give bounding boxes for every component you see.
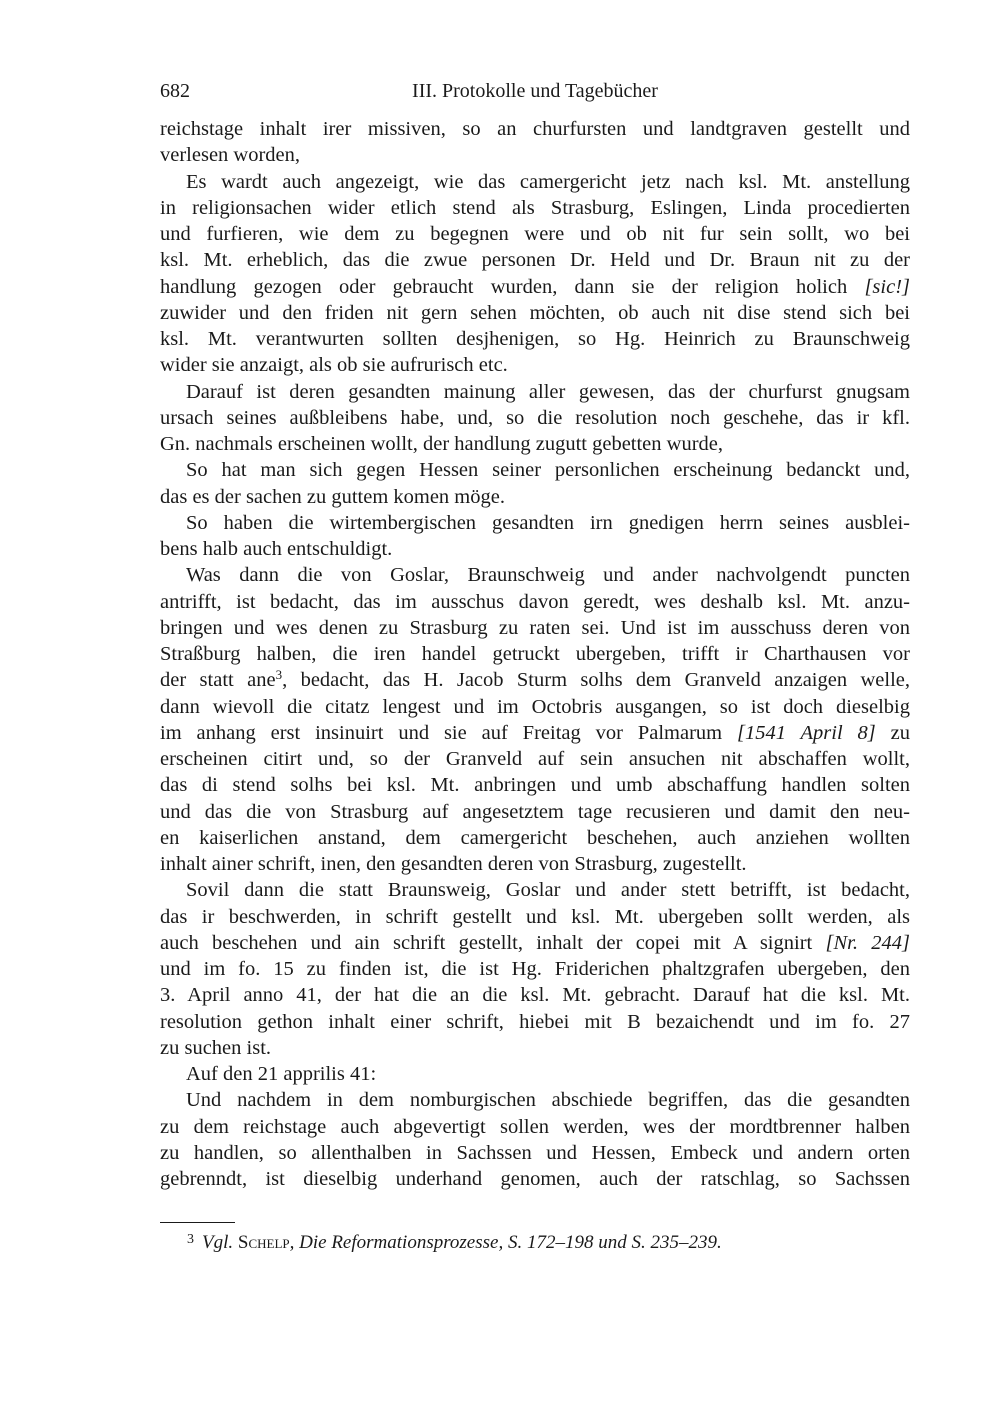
text-line xyxy=(160,825,910,851)
text-segment: zu handlen, so allenthalben in Sachssen und Hessen, Embeck und andern orten xyxy=(160,1141,910,1164)
text-line xyxy=(160,772,910,798)
text-segment: gebrenndt, ist dieselbig underhand genomen, auch der ratschlag, so Sachssen xyxy=(160,1168,910,1190)
text-line xyxy=(160,799,910,825)
text-segment: das di stend solhs bei ksl. Mt. anbringen und umb abschaffung handlen solten xyxy=(160,774,910,797)
text-line xyxy=(160,615,910,641)
text-line xyxy=(160,1166,910,1192)
text-line xyxy=(160,405,910,431)
text-line xyxy=(160,1035,910,1061)
text-line xyxy=(160,1009,910,1035)
text-line xyxy=(160,1114,910,1140)
text-line xyxy=(160,274,910,300)
footnote xyxy=(187,1227,722,1256)
text-line xyxy=(160,956,910,982)
text-line xyxy=(160,352,910,378)
text-segment: bringen und wes denen zu Strasburg zu raten sei. Und ist im ausschuss deren von xyxy=(160,616,910,639)
text-line xyxy=(160,877,910,903)
text-segment: zu xyxy=(875,721,910,744)
editorial-note: [Nr. 244] xyxy=(825,931,910,954)
text-line xyxy=(160,641,910,667)
text-line xyxy=(160,326,910,352)
text-line xyxy=(160,195,910,221)
text-segment: das es der sachen zu guttem komen möge. xyxy=(160,485,505,508)
text-segment: zu dem reichstage auch abgevertigt sollen werden, wes der mordtbrenner halben xyxy=(160,1115,910,1138)
text-segment: zu suchen ist. xyxy=(160,1036,272,1059)
text-segment: verlesen worden, xyxy=(160,144,301,167)
text-line xyxy=(160,904,910,930)
text-line xyxy=(160,1061,910,1087)
text-line xyxy=(160,457,910,483)
text-line xyxy=(160,484,910,510)
text-line xyxy=(160,221,910,247)
text-segment: das ir beschwerden, in schrift gestellt und ksl. Mt. ubergeben sollt werden, als xyxy=(160,905,910,928)
text-segment: in religionsachen wider etlich stend als Strasburg, Eslingen, Linda procedierten xyxy=(160,196,910,219)
text-segment: Straßburg halben, die iren handel getruckt ubergeben, trifft ir Charthausen vor xyxy=(160,643,910,665)
text-segment: der statt ane xyxy=(160,669,276,692)
text-segment: dann wievoll die citatz lengest und im Octobris ausgangen, so ist doch dieselbig xyxy=(160,695,910,718)
text-segment: en kaiserlichen anstand, dem camergericht beschehen, auch anziehen wollten xyxy=(160,826,910,849)
text-line xyxy=(160,116,910,142)
text-line xyxy=(160,510,910,536)
text-line xyxy=(160,300,910,326)
text-segment: So hat man sich gegen Hessen seiner personlichen erscheinung bedanckt und, xyxy=(186,459,910,482)
text-segment: bens halb auch entschuldigt. xyxy=(160,538,393,560)
text-line xyxy=(160,247,910,273)
page-number: 682 xyxy=(160,80,190,102)
text-line xyxy=(160,694,910,720)
text-line xyxy=(160,720,910,746)
text-line xyxy=(160,536,910,562)
footnote-reference: 3 xyxy=(275,667,283,683)
text-segment: zuwider und den friden nit gern sehen möchten, ob auch nit dise stend sich bei xyxy=(160,301,910,324)
editorial-note: [1541 April 8] xyxy=(737,721,876,744)
text-segment: 3. April anno 41, der hat die an die ksl. Mt. gebracht. Darauf hat die ksl. Mt. xyxy=(160,984,910,1007)
text-segment: wider sie anzaigt, als ob sie aufrurisch etc. xyxy=(160,354,508,377)
text-segment: So haben die wirtembergischen gesandten irn gnedigen herrn seines ausblei- xyxy=(186,511,910,534)
text-line xyxy=(160,169,910,195)
text-segment: inhalt ainer schrift, inen, den gesandten deren von Strasburg, zugestellt. xyxy=(160,853,747,875)
text-segment: , bedacht, das H. Jacob Sturm solhs dem Granveld anzaigen welle, xyxy=(282,669,910,692)
footnote-rule xyxy=(160,1222,235,1223)
running-title: III. Protokolle und Tagebücher xyxy=(412,80,658,102)
text-segment: ursach seines außbleibens habe, und, so die resolution noch geschehe, das ir kfl. xyxy=(160,406,910,429)
text-segment: ksl. Mt. erheblich, das die zwue personen Dr. Held und Dr. Braun nit zu der xyxy=(160,249,910,272)
text-segment: handlung gezogen oder gebraucht wurden, dann sie der religion holich xyxy=(160,275,865,298)
footnote-author: Schelp xyxy=(237,1232,290,1253)
text-segment: Darauf ist deren gesandten mainung aller gewesen, das der churfurst gnugsam xyxy=(186,380,910,403)
text-segment: und furfieren, wie dem zu begegnen were und ob nit fur sein sollt, wo bei xyxy=(160,223,910,245)
text-segment: Sovil dann die statt Braunsweig, Goslar und ander stett betrifft, ist bedacht, xyxy=(186,879,910,902)
text-line xyxy=(160,667,910,693)
footnote-number: 3 xyxy=(187,1232,194,1247)
text-segment: reichstage inhalt irer missiven, so an churfursten und landtgraven gestellt und xyxy=(160,118,910,140)
editorial-note: [sic!] xyxy=(864,275,910,298)
text-segment: erscheinen citirt und, so der Granveld auf sein ansuchen nit abschaffen wollt, xyxy=(160,748,910,770)
text-segment: und im fo. 15 zu finden ist, die ist Hg. Friderichen phaltzgrafen ubergeben, den xyxy=(160,958,910,980)
text-segment: Auf den 21 apprilis 41: xyxy=(186,1063,377,1085)
body-text xyxy=(160,116,910,1192)
text-line xyxy=(160,930,910,956)
footnote-title: , Die Reformationsprozesse, S. 172–198 und S. 235–239. xyxy=(289,1232,722,1253)
text-line xyxy=(160,562,910,588)
text-line xyxy=(160,982,910,1008)
text-line xyxy=(160,1140,910,1166)
text-line xyxy=(160,589,910,615)
text-segment: Was dann die von Goslar, Braunschweig und ander nachvolgendt puncten xyxy=(186,564,910,587)
text-segment: Gn. nachmals erscheinen wollt, der handlung zugutt gebetten wurde, xyxy=(160,433,724,455)
text-segment: resolution gethon inhalt einer schrift, hiebei mit B bezaichendt und im fo. 27 xyxy=(160,1010,910,1033)
text-segment: antrifft, ist bedacht, das im ausschus davon geredt, wes deshalb ksl. Mt. anzu- xyxy=(160,590,910,613)
text-line xyxy=(160,431,910,457)
text-segment: auch beschehen und ain schrift gestellt, inhalt der copei mit A signirt xyxy=(160,931,826,954)
text-line xyxy=(160,142,910,168)
footnote-prefix: Vgl. xyxy=(202,1232,234,1253)
text-line xyxy=(160,379,910,405)
text-line xyxy=(160,851,910,877)
text-line xyxy=(160,746,910,772)
text-line xyxy=(160,1087,910,1113)
text-segment: Es wardt auch angezeigt, wie das camergericht jetz nach ksl. Mt. anstellung xyxy=(186,170,910,193)
text-segment: Und nachdem in dem nomburgischen abschiede begriffen, das die gesandten xyxy=(186,1089,910,1112)
text-segment: und das die von Strasburg auf angesetztem tage recusieren und damit den neu- xyxy=(160,800,910,823)
text-segment: im anhang erst insinuirt und sie auf Freitag vor Palmarum xyxy=(160,721,737,744)
text-segment: ksl. Mt. verantwurten sollten desjhenigen, so Hg. Heinrich zu Braunschweig xyxy=(160,328,910,350)
